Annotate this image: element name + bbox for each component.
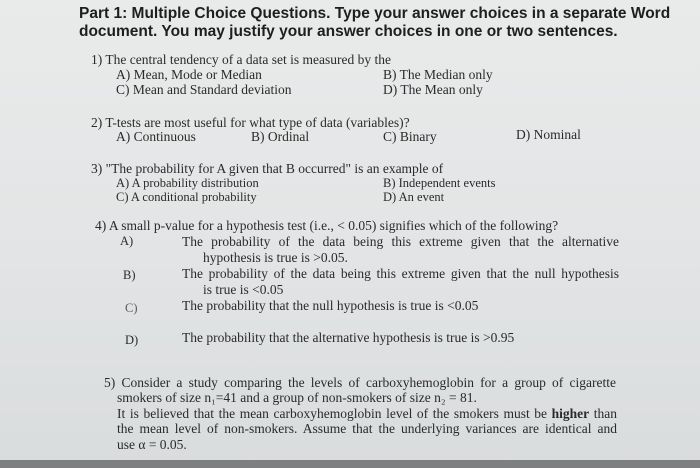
bottom-edge-bar — [0, 460, 700, 468]
question-5-emphasis: higher — [551, 406, 590, 421]
question-5-line-3-text: It is believed that the mean carboxyhemoglobin level of the smokers must be — [117, 406, 552, 421]
question-5-line-2: smokers of size n₁=41 and a group of non-smokers of size n₂ = 81. — [117, 390, 477, 405]
question-4-option-b-line-1: The probability of the data being this extreme given that the null hypothesis — [182, 266, 619, 281]
question-4-option-c-line-1: The probability that the null hypothesis is true is <0.05 — [182, 298, 479, 313]
instructions-line-1: Part 1: Multiple Choice Questions. Type your answer choices in a separate Word — [79, 5, 671, 22]
question-5-line-5: use α = 0.05. — [117, 437, 187, 452]
question-3-option-a: A) A probability distribution — [116, 176, 259, 190]
question-4-option-a-line-1: The probability of the data being this extreme given that the alternative — [182, 234, 619, 249]
question-2-option-c: C) Binary — [383, 129, 437, 144]
question-1-option-b: B) The Median only — [383, 67, 493, 82]
question-5-line-3-tail: than — [589, 406, 617, 421]
question-3-stem: 3) "The probability for A given that B occurred" is an example of — [91, 161, 444, 176]
question-4-option-d-line-1: The probability that the alternative hypothesis is true is >0.95 — [182, 330, 515, 345]
question-5-line-3 — [117, 406, 617, 422]
instructions-line-2: document. You may justify your answer choices in one or two sentences. — [79, 23, 618, 40]
question-3-option-c: C) A conditional probability — [116, 190, 257, 204]
question-5-line-1: 5) Consider a study comparing the levels of carboxyhemoglobin for a group of cigarette — [104, 375, 616, 390]
question-2-option-d: D) Nominal — [516, 127, 581, 142]
question-3-option-d: D) An event — [383, 190, 445, 204]
question-2-stem: 2) T-tests are most useful for what type of data (variables)? — [91, 115, 410, 130]
question-1-option-c: C) Mean and Standard deviation — [116, 82, 292, 97]
question-4-option-a-letter: A) — [120, 234, 134, 248]
question-1-stem: 1) The central tendency of a data set is measured by the — [91, 52, 392, 67]
question-2-option-b: B) Ordinal — [251, 129, 310, 144]
question-4-option-c-letter: C) — [125, 301, 138, 315]
question-2-option-a: A) Continuous — [116, 129, 196, 144]
question-3-option-b: B) Independent events — [383, 176, 496, 190]
question-4-option-b-letter: B) — [123, 268, 136, 282]
question-1-option-d: D) The Mean only — [383, 82, 483, 97]
question-5-line-4: the mean level of non-smokers. Assume that the underlying variances are identical and — [117, 421, 617, 436]
question-1-option-a: A) Mean, Mode or Median — [116, 67, 262, 82]
question-4-option-a-line-2: hypothesis is true is >0.05. — [203, 250, 348, 265]
question-4-option-b-line-2: is true is <0.05 — [203, 282, 284, 297]
question-4-option-d-letter: D) — [125, 333, 139, 347]
question-4-stem: 4) A small p-value for a hypothesis test (i.e., < 0.05) signifies which of the following? — [95, 218, 559, 233]
